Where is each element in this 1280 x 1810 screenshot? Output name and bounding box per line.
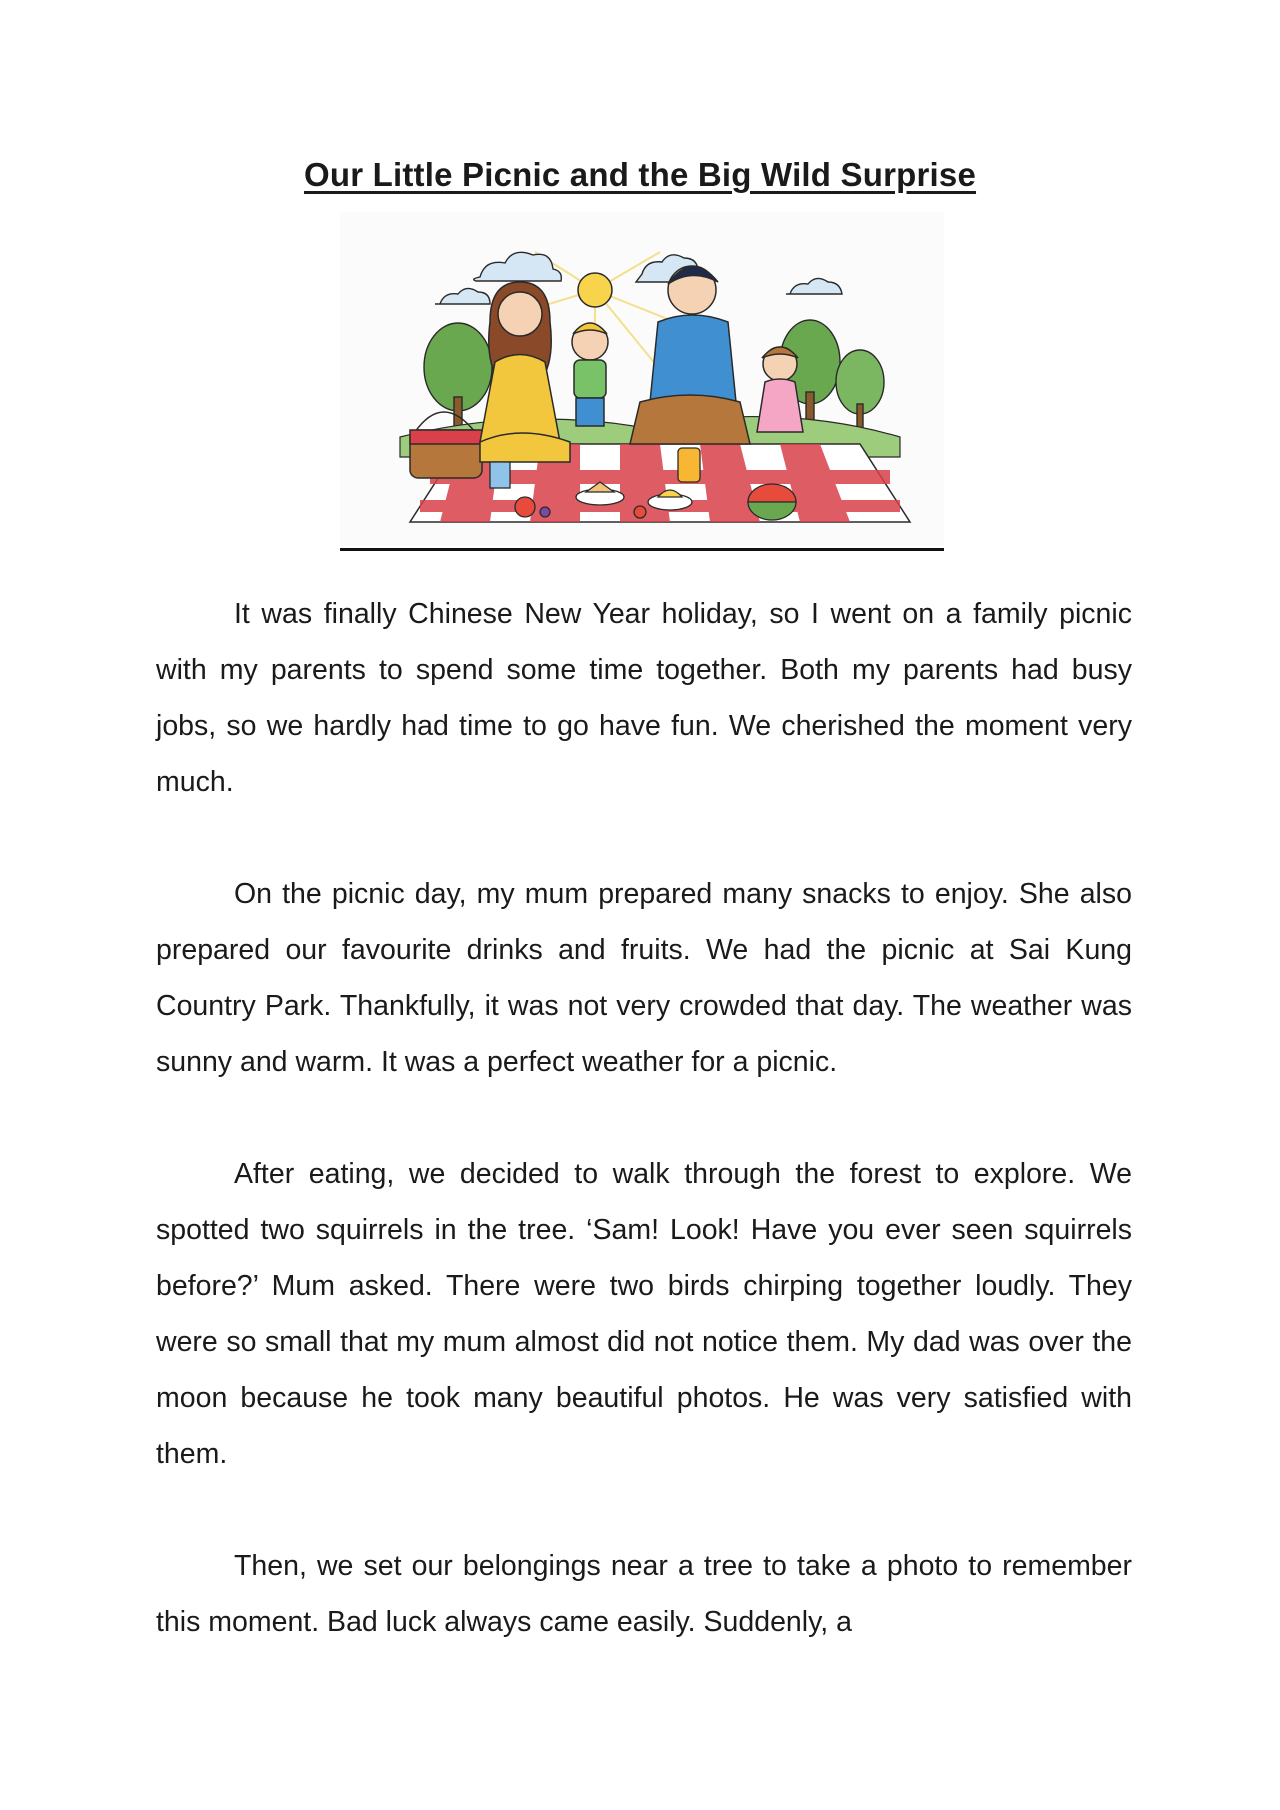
story-body — [156, 586, 1132, 1706]
paragraph-4: Then, we set our belongings near a tree to take a photo to remember this moment. Bad luck always came easily. Suddenly, a — [156, 1550, 1132, 1638]
family-picnic-illustration — [340, 212, 944, 546]
paragraph-3: After eating, we decided to walk through the forest to explore. We spotted two squirrels in the tree. ‘Sam! Look! Have you ever seen squirrels before?’ Mum asked. There were two birds chirping together loudly. They were so small that my mum almost did not notice them. My dad was over the moon because he took many beautiful photos. He was very satisfied with them. — [156, 1158, 1132, 1470]
paragraph-1: It was finally Chinese New Year holiday, so I went on a family picnic with my parents to spend some time together. Both my parents had busy jobs, so we hardly had time to go have fun. We cherished the moment very much. — [156, 598, 1132, 798]
paragraph-2: On the picnic day, my mum prepared many snacks to enjoy. She also prepared our favourite drinks and fruits. We had the picnic at Sai Kung Country Park. Thankfully, it was not very crowded that day. The weather was sunny and warm. It was a perfect weather for a picnic. — [156, 878, 1132, 1078]
illustration-underline — [340, 548, 944, 551]
page-title: Our Little Picnic and the Big Wild Surprise — [303, 156, 977, 193]
